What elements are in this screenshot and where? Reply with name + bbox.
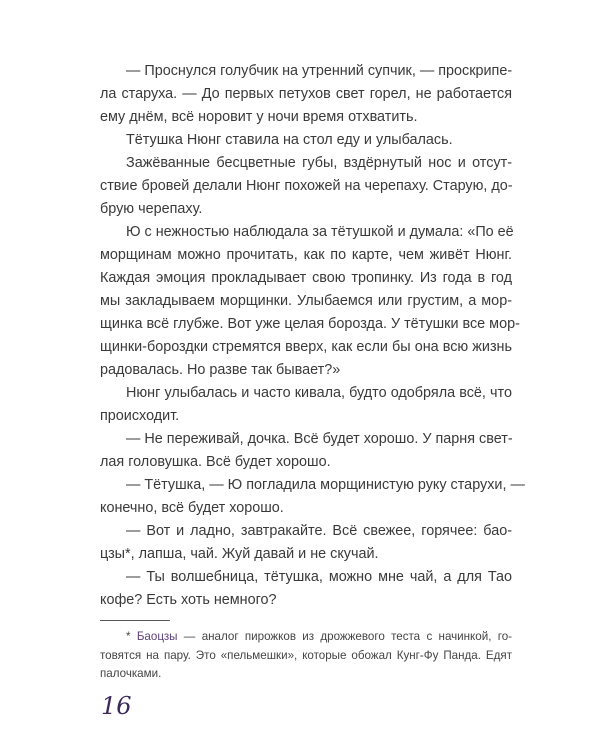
footnote-marker: *	[126, 630, 137, 643]
paragraph	[100, 152, 512, 221]
paragraph	[100, 474, 525, 520]
text-line: — Проснулся голубчик на утренний супчик, — проскрипе-	[126, 63, 513, 79]
paragraph	[100, 60, 512, 129]
paragraph	[100, 566, 512, 612]
text-line: — Тётушка, — Ю погладила морщинистую руку старухи, —	[126, 477, 525, 493]
footnote-term: Баоцзы	[136, 630, 178, 643]
text-line: происходит.	[100, 408, 180, 424]
paragraph	[100, 520, 512, 566]
text-line: Каждая эмоция прокладывает свою тропинку. Из года в год	[100, 270, 512, 286]
text-line: радовалась. Но разве так бывает?»	[100, 362, 341, 378]
text-line: — Не переживай, дочка. Всё будет хорошо. У парня свет-	[126, 431, 513, 447]
paragraph	[100, 129, 512, 152]
text-line: Зажёванные бесцветные губы, вздёрнутый нос и отсут-	[126, 155, 512, 171]
body-text	[100, 60, 525, 612]
text-line: ему днём, всё норовит у ночи время отхватить.	[100, 109, 418, 125]
paragraph	[100, 428, 512, 474]
footnote-divider	[100, 620, 170, 621]
text-line: цзы*, лапша, чай. Жуй давай и не скучай.	[100, 546, 379, 562]
footnote-text: — аналог пирожков из дрожжевого теста с начинкой, го-	[177, 630, 513, 643]
footnote-line	[100, 628, 512, 647]
text-line: Ю с нежностью наблюдала за тётушкой и думала: «По её	[126, 224, 514, 240]
text-line: Нюнг улыбалась и часто кивала, будто одобряла всё, что	[126, 385, 512, 401]
text-line: лая головушка. Всё будет хорошо.	[100, 454, 331, 470]
paragraph	[100, 221, 520, 382]
text-line: щинки-бороздки стремятся вверх, как если бы она всю жизнь	[100, 339, 512, 355]
text-line: кофе? Есть хоть немного?	[100, 592, 277, 608]
text-line: ствие бровей делали Нюнг похожей на черепаху. Старую, до-	[100, 178, 513, 194]
text-line: Тётушка Нюнг ставила на стол еду и улыбалась.	[126, 132, 453, 148]
text-line: мы закладываем морщинки. Улыбаемся или грустим, а мор-	[100, 293, 512, 309]
text-line: щинка всё глубже. Вот уже целая борозда. У тётушки все мор-	[100, 316, 520, 332]
page-number: 16	[101, 692, 132, 720]
footnote-line: товятся на пару. Это «пельмешки», которые обожал Кунг-Фу Панда. Едят	[100, 648, 512, 662]
text-line: морщинам можно прочитать, как по карте, чем живёт Нюнг.	[100, 247, 512, 263]
text-line: ла старуха. — До первых петухов свет горел, не работается	[100, 86, 512, 102]
text-line: конечно, всё будет хорошо.	[100, 500, 284, 516]
text-line: — Ты волшебница, тётушка, можно мне чай, а для Тао	[126, 569, 512, 585]
text-line: брую черепаху.	[100, 201, 203, 217]
paragraph	[100, 382, 512, 428]
footnote-line: палочками.	[100, 667, 162, 680]
text-line: — Вот и ладно, завтракайте. Всё свежее, горячее: бао-	[126, 523, 512, 539]
footnote	[100, 628, 512, 684]
